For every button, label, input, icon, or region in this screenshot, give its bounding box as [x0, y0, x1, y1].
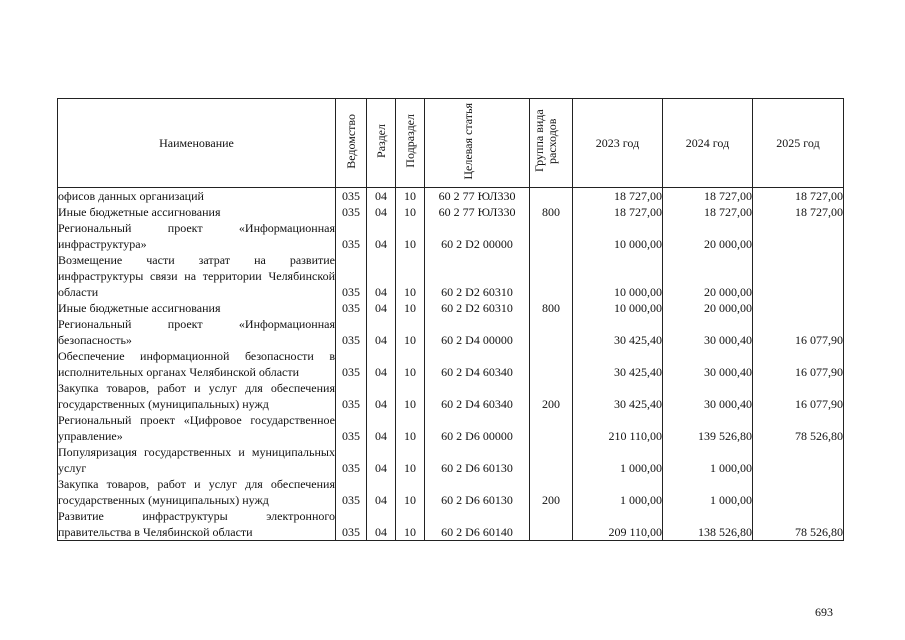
cell-name: офисов данных организаций	[58, 188, 336, 205]
header-target	[425, 99, 530, 188]
cell-group: 200	[530, 380, 573, 412]
cell-podrazdel: 10	[396, 252, 425, 300]
cell-2023: 18 727,00	[573, 188, 663, 205]
cell-group: 800	[530, 204, 573, 220]
header-group-text: Группа вида расходов	[532, 109, 559, 173]
cell-vedomstvo: 035	[336, 476, 367, 508]
cell-vedomstvo: 035	[336, 188, 367, 205]
cell-2025	[753, 476, 844, 508]
cell-group	[530, 252, 573, 300]
cell-razdel: 04	[367, 204, 396, 220]
cell-2023: 1 000,00	[573, 444, 663, 476]
cell-2024: 18 727,00	[663, 188, 753, 205]
cell-target: 60 2 D2 60310	[425, 300, 530, 316]
header-2024	[663, 99, 753, 188]
cell-podrazdel: 10	[396, 204, 425, 220]
cell-podrazdel: 10	[396, 300, 425, 316]
cell-name: Закупка товаров, работ и услуг для обеспечения государственных (муниципальных) нужд	[58, 381, 335, 411]
cell-group	[530, 444, 573, 476]
header-2025	[753, 99, 844, 188]
cell-2023: 210 110,00	[573, 412, 663, 444]
cell-2024: 138 526,80	[663, 508, 753, 541]
cell-podrazdel: 10	[396, 412, 425, 444]
cell-2024: 139 526,80	[663, 412, 753, 444]
header-podrazdel-text: Подраздел	[402, 114, 417, 168]
cell-2025: 18 727,00	[753, 204, 844, 220]
cell-2024: 20 000,00	[663, 220, 753, 252]
cell-name: Региональный проект «Информационная инфраструктура»	[58, 221, 335, 251]
table-row	[58, 300, 844, 316]
table-row	[58, 252, 844, 300]
cell-name: Региональный проект «Информационная безопасность»	[58, 317, 335, 347]
cell-2023: 10 000,00	[573, 220, 663, 252]
cell-target: 60 2 D6 60130	[425, 444, 530, 476]
cell-podrazdel: 10	[396, 380, 425, 412]
cell-target: 60 2 77 ЮЛ330	[425, 188, 530, 205]
cell-2024: 1 000,00	[663, 444, 753, 476]
header-row	[58, 99, 844, 188]
cell-razdel: 04	[367, 348, 396, 380]
header-2023	[573, 99, 663, 188]
budget-table	[57, 98, 844, 541]
cell-2023: 209 110,00	[573, 508, 663, 541]
header-group	[530, 99, 573, 188]
cell-target: 60 2 D4 00000	[425, 316, 530, 348]
cell-razdel: 04	[367, 444, 396, 476]
table-row	[58, 508, 844, 541]
cell-target: 60 2 77 ЮЛ330	[425, 204, 530, 220]
cell-name: Обеспечение информационной безопасности в исполнительных органах Челябинской области	[58, 349, 335, 379]
cell-name: Иные бюджетные ассигнования	[58, 300, 336, 316]
header-razdel-text: Раздел	[373, 124, 388, 158]
cell-group	[530, 348, 573, 380]
cell-podrazdel: 10	[396, 188, 425, 205]
cell-razdel: 04	[367, 508, 396, 541]
cell-vedomstvo: 035	[336, 252, 367, 300]
table-row	[58, 444, 844, 476]
cell-vedomstvo: 035	[336, 220, 367, 252]
cell-2024: 20 000,00	[663, 252, 753, 300]
table-row	[58, 220, 844, 252]
cell-2023: 30 425,40	[573, 380, 663, 412]
cell-podrazdel: 10	[396, 220, 425, 252]
table-row	[58, 188, 844, 205]
cell-2025: 16 077,90	[753, 316, 844, 348]
cell-group	[530, 188, 573, 205]
page-number: 693	[815, 605, 833, 619]
cell-2025: 78 526,80	[753, 412, 844, 444]
cell-2023: 30 425,40	[573, 316, 663, 348]
cell-vedomstvo: 035	[336, 204, 367, 220]
cell-2023: 10 000,00	[573, 300, 663, 316]
cell-target: 60 2 D6 60140	[425, 508, 530, 541]
cell-name: Иные бюджетные ассигнования	[58, 204, 336, 220]
cell-name: Возмещение части затрат на развитие инфраструктуры связи на территории Челябинской области	[58, 253, 335, 299]
cell-name: Развитие инфраструктуры электронного правительства в Челябинской области	[58, 509, 335, 539]
cell-target: 60 2 D6 60130	[425, 476, 530, 508]
cell-2024: 20 000,00	[663, 300, 753, 316]
table-body	[58, 188, 844, 541]
cell-vedomstvo: 035	[336, 412, 367, 444]
header-razdel	[367, 99, 396, 188]
cell-name: Закупка товаров, работ и услуг для обеспечения государственных (муниципальных) нужд	[58, 477, 335, 507]
cell-razdel: 04	[367, 380, 396, 412]
cell-razdel: 04	[367, 252, 396, 300]
header-target-text: Целевая статья	[461, 102, 475, 180]
cell-group	[530, 412, 573, 444]
cell-group: 200	[530, 476, 573, 508]
cell-vedomstvo: 035	[336, 508, 367, 541]
cell-target: 60 2 D4 60340	[425, 380, 530, 412]
cell-podrazdel: 10	[396, 508, 425, 541]
header-2024-text: 2024 год	[685, 136, 730, 150]
table-row	[58, 476, 844, 508]
cell-2025	[753, 220, 844, 252]
cell-razdel: 04	[367, 220, 396, 252]
table-row	[58, 316, 844, 348]
cell-podrazdel: 10	[396, 476, 425, 508]
cell-2024: 18 727,00	[663, 204, 753, 220]
cell-razdel: 04	[367, 300, 396, 316]
cell-vedomstvo: 035	[336, 348, 367, 380]
cell-2025	[753, 300, 844, 316]
header-name	[58, 99, 336, 188]
cell-target: 60 2 D2 60310	[425, 252, 530, 300]
cell-2025: 16 077,90	[753, 380, 844, 412]
header-2025-text: 2025 год	[776, 136, 820, 150]
cell-2023: 18 727,00	[573, 204, 663, 220]
cell-2024: 30 000,40	[663, 316, 753, 348]
cell-2025: 18 727,00	[753, 188, 844, 205]
cell-2025	[753, 252, 844, 300]
cell-vedomstvo: 035	[336, 300, 367, 316]
table-row	[58, 204, 844, 220]
cell-vedomstvo: 035	[336, 380, 367, 412]
cell-2023: 10 000,00	[573, 252, 663, 300]
cell-razdel: 04	[367, 412, 396, 444]
cell-target: 60 2 D4 60340	[425, 348, 530, 380]
cell-2024: 30 000,40	[663, 380, 753, 412]
cell-podrazdel: 10	[396, 444, 425, 476]
cell-vedomstvo: 035	[336, 316, 367, 348]
cell-group	[530, 316, 573, 348]
header-vedomstvo	[336, 99, 367, 188]
table-row	[58, 348, 844, 380]
cell-razdel: 04	[367, 316, 396, 348]
cell-name: Региональный проект «Цифровое государственное управление»	[58, 413, 335, 443]
cell-group	[530, 508, 573, 541]
cell-name: Популяризация государственных и муниципальных услуг	[58, 445, 335, 475]
header-podrazdel	[396, 99, 425, 188]
cell-2023: 1 000,00	[573, 476, 663, 508]
cell-2023: 30 425,40	[573, 348, 663, 380]
cell-target: 60 2 D2 00000	[425, 220, 530, 252]
cell-2025	[753, 444, 844, 476]
cell-vedomstvo: 035	[336, 444, 367, 476]
cell-2025: 78 526,80	[753, 508, 844, 541]
table-row	[58, 412, 844, 444]
cell-podrazdel: 10	[396, 316, 425, 348]
cell-group: 800	[530, 300, 573, 316]
cell-group	[530, 220, 573, 252]
cell-podrazdel: 10	[396, 348, 425, 380]
cell-target: 60 2 D6 00000	[425, 412, 530, 444]
cell-2024: 1 000,00	[663, 476, 753, 508]
table-row	[58, 380, 844, 412]
cell-2024: 30 000,40	[663, 348, 753, 380]
cell-2025: 16 077,90	[753, 348, 844, 380]
cell-razdel: 04	[367, 188, 396, 205]
header-2023-text: 2023 год	[595, 136, 640, 150]
header-vedomstvo-text: Ведомство	[343, 113, 358, 169]
cell-razdel: 04	[367, 476, 396, 508]
header-name-text: Наименование	[159, 136, 234, 150]
